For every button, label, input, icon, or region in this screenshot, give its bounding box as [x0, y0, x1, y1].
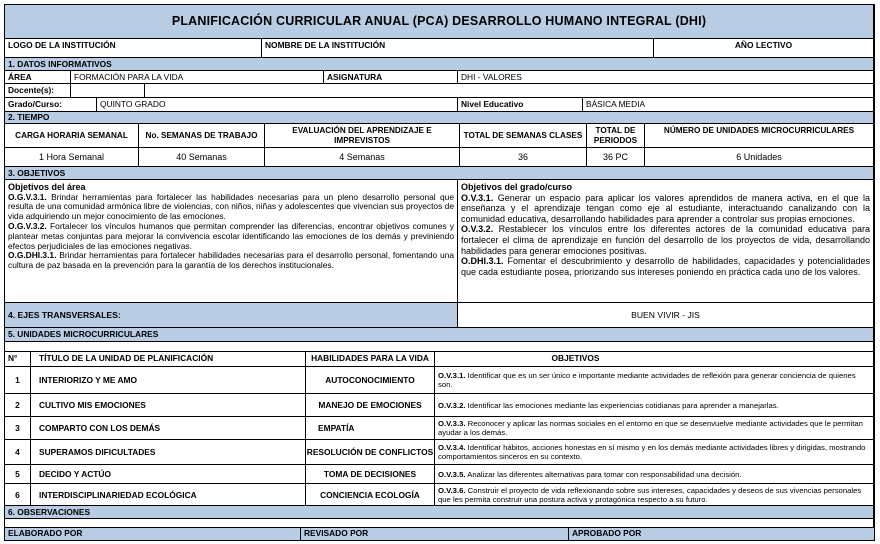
unidad-objetivo: O.V.3.4. Identificar hábitos, acciones honestas en sí mismo y en los demás mediante actividades libres y dirigidas, mostrando comportamientos sinceros en su contexto.	[435, 440, 874, 465]
section-objetivos: 3. OBJETIVOS	[5, 167, 874, 180]
section-unidades: 5. UNIDADES MICROCURRICULARES	[5, 328, 874, 342]
carga-horaria-value: 1 Hora Semanal	[5, 148, 139, 167]
objetivo-area-3: O.G.DHI.3.1. Brindar herramientas para fortalecer habilidades necesarias para el desarrollo personal, fomentando una cultura de paz basada en la prevención para la garantía de los derechos institucionales.	[8, 250, 454, 271]
objetivos-grado	[458, 180, 874, 303]
section-tiempo: 2. TIEMPO	[5, 112, 874, 124]
unidad-titulo: SUPERAMOS DIFICULTADES	[31, 440, 306, 465]
evaluacion-value: 4 Semanas	[265, 148, 460, 167]
elaborado-por-label: ELABORADO POR	[5, 528, 301, 540]
logo-label: LOGO DE LA INSTITUCIÓN	[5, 39, 262, 58]
ejes-transversales-value: BUEN VIVIR - JIS	[458, 303, 874, 328]
semanas-trabajo-value: 40 Semanas	[139, 148, 265, 167]
area-label: ÁREA	[5, 71, 71, 84]
objetivo-grado-2: O.V.3.2. Restablecer los vínculos entre los diferentes actores de la comunidad educativa para fortalecer el clima de aprendizaje en función del desarrollo de los proyectos de vida, desarrollando habilidades para generar emociones positivas.	[461, 224, 870, 256]
document-title: PLANIFICACIÓN CURRICULAR ANUAL (PCA) DESARROLLO HUMANO INTEGRAL (DHI)	[5, 5, 874, 39]
objetivo-grado-1: O.V.3.1. Generar un espacio para aplicar los valores aprendidos de manera activa, en el que la enseñanza y el aprendizaje tengan como eje al estudiante, interactuando canalizando con la comunidad educativa, desarrollando habilidades para aprender a controlar sus propias emociones.	[461, 192, 870, 224]
asignatura-value: DHI - VALORES	[458, 71, 874, 84]
unidad-habilidad: RESOLUCIÓN DE CONFLICTOS	[306, 440, 435, 465]
carga-horaria-header: CARGA HORARIA SEMANAL	[5, 124, 139, 148]
unidad-habilidad: AUTOCONOCIMIENTO	[306, 367, 435, 394]
numero-unidades-value: 6 Unidades	[645, 148, 874, 167]
unidad-num: 5	[5, 465, 31, 484]
nivel-label: Nivel Educativo	[458, 98, 583, 112]
objetivos-grado-header: Objetivos del grado/curso	[461, 182, 573, 192]
unidad-habilidad: CONCIENCIA ECOLOGÍA	[306, 484, 435, 506]
unidad-titulo: INTERDISCIPLINARIEDAD ECOLÓGICA	[31, 484, 306, 506]
school-year-label: AÑO LECTIVO	[654, 39, 874, 58]
unidad-num: 2	[5, 394, 31, 417]
section-observaciones: 6. OBSERVACIONES	[5, 506, 874, 519]
unidades-habilidades-header: HABILIDADES PARA LA VIDA	[306, 352, 435, 367]
aprobado-por-label: APROBADO POR	[569, 528, 874, 540]
asignatura-label: ASIGNATURA	[324, 71, 458, 84]
unidades-titulo-header: TÍTULO DE LA UNIDAD DE PLANIFICACIÓN	[31, 352, 306, 367]
numero-unidades-header: NÚMERO DE UNIDADES MICROCURRICULARES	[645, 124, 874, 148]
unidades-num-header: N°	[5, 352, 31, 367]
unidades-objetivos-header: OBJETIVOS	[435, 352, 874, 367]
unidad-titulo: INTERIORIZO Y ME AMO	[31, 367, 306, 394]
unidad-objetivo: O.V.3.3. Reconocer y aplicar las normas sociales en el entorno en que se desenvuelve mediante actividades que le permitan ayudar a los demás.	[435, 417, 874, 440]
objetivos-area	[5, 180, 458, 303]
semanas-trabajo-header: No. SEMANAS DE TRABAJO	[139, 124, 265, 148]
total-periodos-header: TOTAL DE PERIODOS	[587, 124, 645, 148]
observaciones-field	[5, 519, 874, 528]
section-datos-informativos: 1. DATOS INFORMATIVOS	[5, 58, 874, 71]
unidades-spacer	[5, 342, 874, 352]
unidad-habilidad: TOMA DE DECISIONES	[306, 465, 435, 484]
unidad-num: 6	[5, 484, 31, 506]
nivel-value: BÁSICA MEDIA	[583, 98, 874, 112]
docentes-value	[71, 84, 145, 98]
docentes-extra	[145, 84, 874, 98]
unidad-num: 4	[5, 440, 31, 465]
objetivo-area-1: O.G.V.3.1. Brindar herramientas para fortalecer las habilidades necesarias para un pleno desarrollo personal que resulta de una comunidad armónica libre de violencias, con niños, niñas y adolescentes que vivencian sus proyectos de vida adquiriendo un mejor conocimiento de las emociones.	[8, 191, 454, 222]
grado-value: QUINTO GRADO	[97, 98, 458, 112]
evaluacion-header: EVALUACIÓN DEL APRENDIZAJE E IMPREVISTOS	[265, 124, 460, 148]
total-semanas-value: 36	[460, 148, 587, 167]
unidad-objetivo: O.V.3.6. Construir el proyecto de vida reflexionando sobre sus intereses, capacidades y deseos de sus vivencias personales que les permita construir una postura activa y protagónica respecto a su futuro.	[435, 484, 874, 506]
unidad-titulo: CULTIVO MIS EMOCIONES	[31, 394, 306, 417]
unidad-num: 3	[5, 417, 31, 440]
revisado-por-label: REVISADO POR	[301, 528, 569, 540]
total-periodos-value: 36 PC	[587, 148, 645, 167]
total-semanas-header: TOTAL DE SEMANAS CLASES	[460, 124, 587, 148]
objetivo-area-2: O.G.V.3.2. Fortalecer los vínculos humanos que permitan comprender las diferencias, encontrar objetivos comunes y plantear metas conjuntas para mejorar la convivencia escolar identificando las emociones de los demás y previniendo efectos perjudiciales de las emociones negativas.	[8, 220, 454, 251]
unidad-habilidad: EMPATÍA	[306, 417, 435, 440]
unidad-titulo: DECIDO Y ACTÚO	[31, 465, 306, 484]
objetivos-area-header: Objetivos del área	[8, 182, 86, 192]
unidad-habilidad: MANEJO DE EMOCIONES	[306, 394, 435, 417]
unidad-num: 1	[5, 367, 31, 394]
unidad-titulo: COMPARTO CON LOS DEMÁS	[31, 417, 306, 440]
pca-document	[4, 4, 875, 541]
institution-name-label: NOMBRE DE LA INSTITUCIÓN	[262, 39, 654, 58]
unidad-objetivo: O.V.3.2. Identificar las emociones mediante las experiencias cotidianas para aprender a manejarlas.	[435, 394, 874, 417]
area-value: FORMACIÓN PARA LA VIDA	[71, 71, 324, 84]
docentes-label: Docente(s):	[5, 84, 71, 98]
unidad-objetivo: O.V.3.5. Analizar las diferentes alternativas para tomar con responsabilidad una decisión.	[435, 465, 874, 484]
grado-label: Grado/Curso:	[5, 98, 97, 112]
section-ejes-transversales: 4. EJES TRANSVERSALES:	[5, 303, 458, 328]
unidad-objetivo: O.V.3.1. Identificar que es un ser único e importante mediante actividades de reflexión para generar conciencia de quienes son.	[435, 367, 874, 394]
objetivo-grado-3: O.DHI.3.1. Fomentar el descubrimiento y desarrollo de habilidades, capacidades y potencialidades que cada estudiante posea, priorizando sus intereses poniendo en práctica cada uno de los valores.	[461, 256, 870, 277]
